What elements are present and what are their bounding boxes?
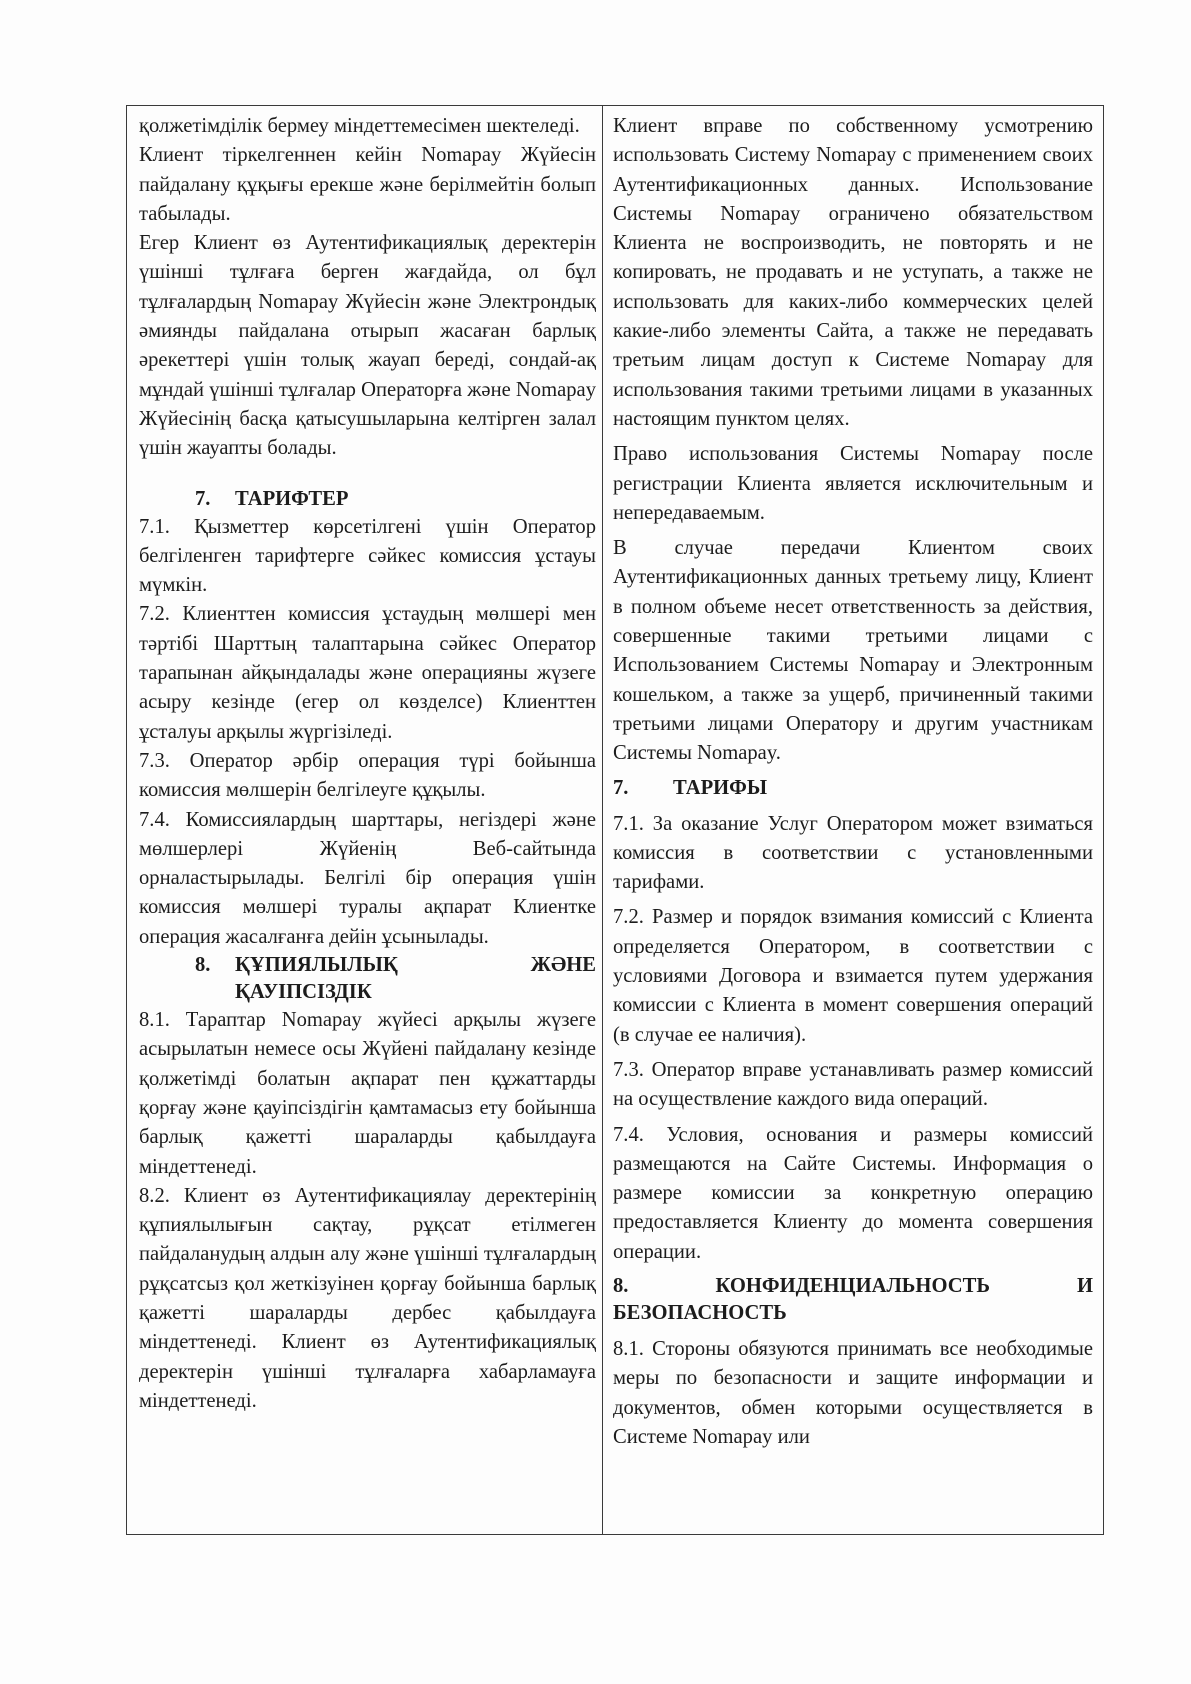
clause-7-1: 7.1. За оказание Услуг Оператором может взиматься комиссия в соответствии с установленными тарифами. xyxy=(613,812,1093,894)
section-heading-tariffs-kz: 7. ТАРИФТЕР xyxy=(195,487,349,510)
paragraph: Право использования Системы Nomapay после регистрации Клиента является исключительным и непередаваемым. xyxy=(613,443,1093,524)
paragraph: Егер Клиент өз Аутентификациялық деректерін үшінші тұлғаға берген жағдайда, ол бұл тұлғалардың Nomapay Жүйесін және Электрондық әмиянды пайдалана отырып жасаған барлық әрекеттері үшін толық жауап береді, сондай-ақ мұндай үшінші тұлғалар Операторға және Nomapay Жүйесінің басқа қатысушыларына келтірген залал үшін жауапты болады. xyxy=(139,232,596,460)
russian-column xyxy=(603,106,1103,1534)
clause-7-4: 7.4. Условия, основания и размеры комиссий размещаются на Сайте Системы. Информация о размере комиссии за конкретную операцию предоставляется Клиенту до момента совершения операции. xyxy=(613,1123,1093,1263)
clause-8-2: 8.2. Клиент өз Аутентификациялау деректерінің құпиялылығын сақтау, рұқсат етілмеген пайдаланудың алдын алу және үшінші тұлғалардың рұқсатсыз қол жеткізуінен қорғау бойынша барлық қажетті шараларды дербес қабылдауға міндеттенеді. Клиент өз Аутентификациялық деректерін үшінші тұлғаларға хабарламауға міндеттенеді. xyxy=(139,1184,596,1412)
clause-7-1: 7.1. Қызметтер көрсетілгені үшін Оператор белгіленген тарифтерге сәйкес комиссия ұстауы мүмкін. xyxy=(139,515,596,597)
clause-7-3: 7.3. Оператор әрбір операция түрі бойынша комиссия мөлшерін белгілеуге құқылы. xyxy=(139,749,596,802)
section-heading-security-ru: 8. КОНФИДЕНЦИАЛЬНОСТЬ И БЕЗОПАСНОСТЬ xyxy=(613,1274,1093,1324)
bilingual-contract-table xyxy=(126,105,1104,1535)
paragraph: қолжетімділік бермеу міндеттемесімен шектеледі. xyxy=(139,115,580,137)
paragraph: В случае передачи Клиентом своих Аутентификационных данных третьему лицу, Клиент в полном объеме несет ответственность за действия, совершенные такими третьими лицами с Использованием Системы Nomapay и Электронным кошельком, а также за ущерб, причиненный такими третьими лицами Оператору и другим участникам Системы Nomapay. xyxy=(613,537,1093,765)
clause-8-1: 8.1. Стороны обязуются принимать все необходимые меры по безопасности и защите информации и документов, обмен которыми осуществляется в Системе Nomapay или xyxy=(613,1337,1093,1448)
clause-7-4: 7.4. Комиссиялардың шарттары, негіздері және мөлшерлері Жүйенің Веб-сайтында орналастырылады. Белгілі бір операция үшін комиссия мөлшері туралы ақпарат Клиентке операция жасалғанға дейін ұсынылады. xyxy=(139,808,596,948)
clause-7-2: 7.2. Размер и порядок взимания комиссий с Клиента определяется Оператором, в соответствии с условиями Договора и взимается путем удержания комиссии с Клиента в момент совершения операций (в случае ее наличия). xyxy=(613,906,1093,1046)
clause-7-3: 7.3. Оператор вправе устанавливать размер комиссий на осуществление каждого вида операций. xyxy=(613,1058,1093,1111)
clause-7-2: 7.2. Клиенттен комиссия ұстаудың мөлшері мен тәртібі Шарттың талаптарына сәйкес Оператор тарапынан айқындалады және операцияны жүзеге асыру кезінде (егер ол көзделсе) Клиенттен ұсталуы арқылы жүргізіледі. xyxy=(139,603,596,743)
kazakh-column xyxy=(127,106,603,1534)
section-heading-tariffs-ru: 7. ТАРИФЫ xyxy=(613,776,768,799)
section-heading-security-kz-line2: ҚАУІПСІЗДІК xyxy=(235,981,372,1004)
clause-8-1: 8.1. Тараптар Nomapay жүйесі арқылы жүзеге асырылатын немесе осы Жүйені пайдалану кезінде қолжетімді болатын ақпарат пен құжаттарды қорғау және қауіпсіздігін қамтамасыз ету бойынша барлық қажетті шараларды қабылдауға міндеттенеді. xyxy=(139,1009,596,1178)
paragraph: Клиент вправе по собственному усмотрению использовать Систему Nomapay с применением своих Аутентификационных данных. Использование Системы Nomapay ограничено обязательством Клиента не воспроизводить, не повторять и не копировать, не продавать и не уступать, а также не использовать для каких-либо коммерческих целей какие-либо элементы Сайта, а также не передавать третьим лицам доступ к Системе Nomapay для использования такими третьими лицами в указанных настоящим пунктом целях. xyxy=(613,115,1093,430)
section-heading-security-kz: 8. ҚҰПИЯЛЫЛЫҚ ЖӘНЕ xyxy=(195,954,596,977)
paragraph: Клиент тіркелгеннен кейін Nomapay Жүйесін пайдалану құқығы ерекше және берілмейтін болып табылады. xyxy=(139,144,596,225)
